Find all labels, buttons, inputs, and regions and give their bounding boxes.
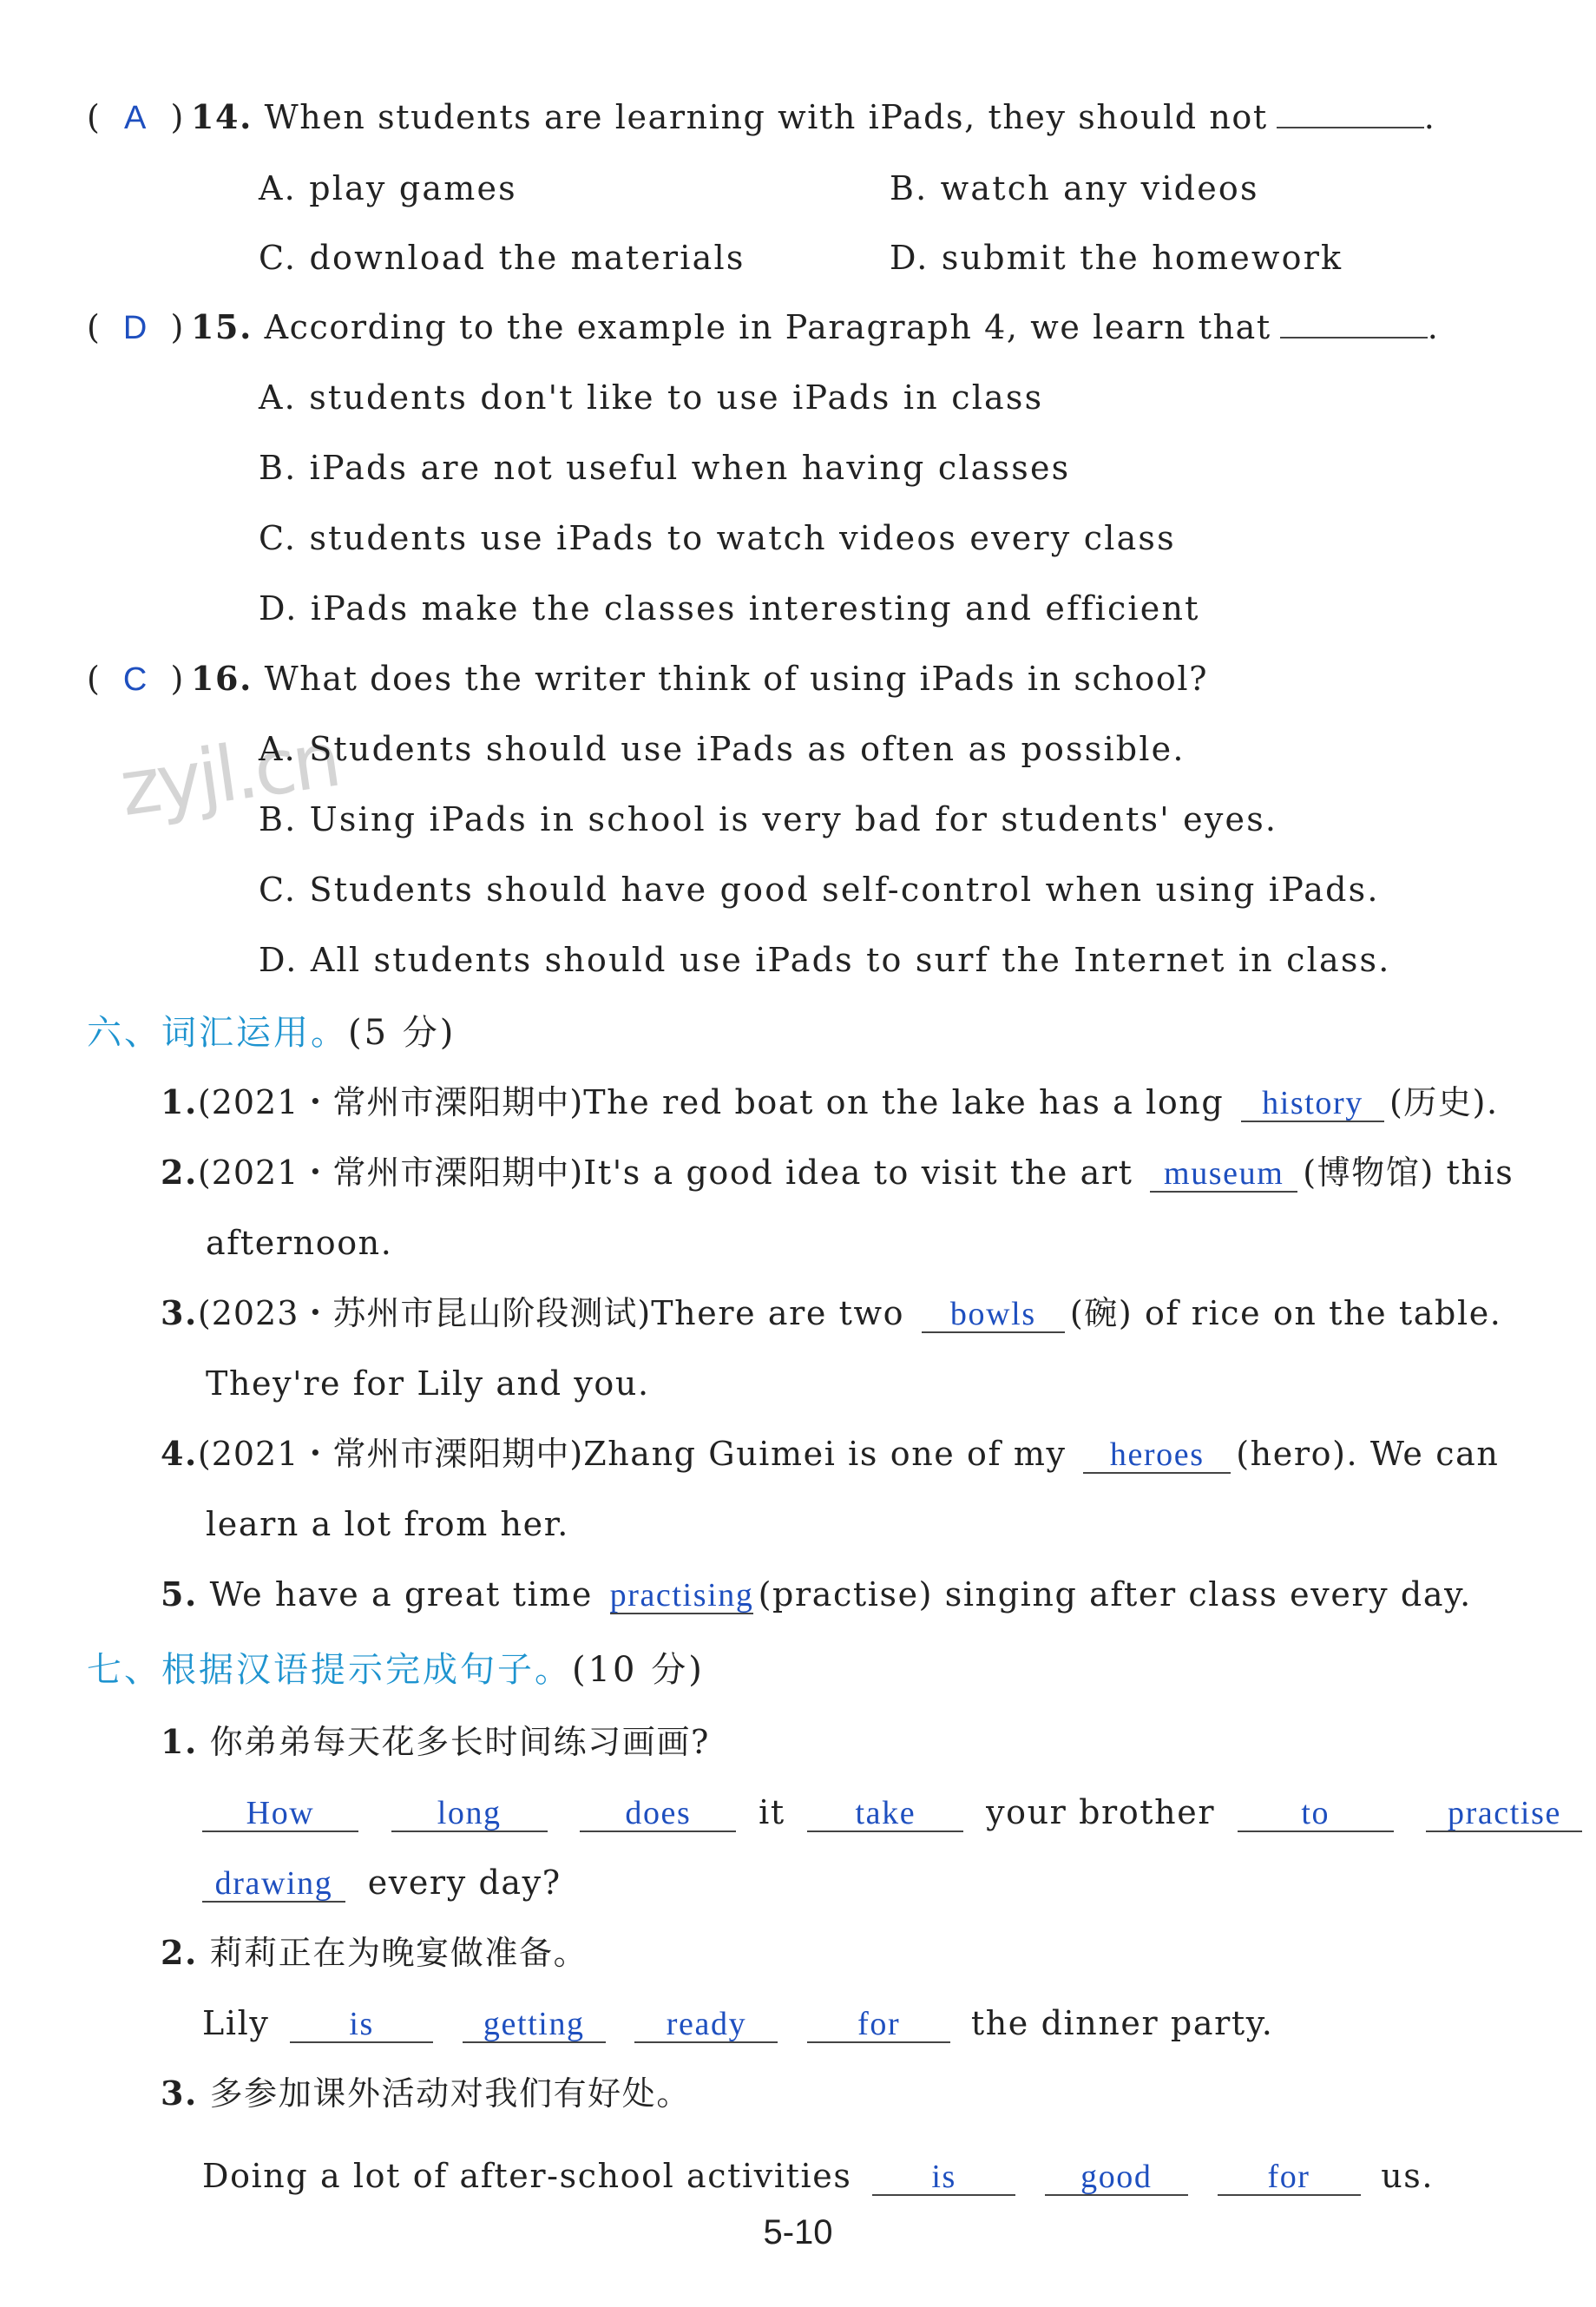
option-c: C. students use iPads to watch videos every class [259,519,1176,557]
answer-blank [1280,306,1428,338]
item-source: (2023・苏州市昆山阶段测试) [197,1294,652,1332]
vocab-item-3 [161,1292,1501,1335]
question-stem: According to the example in Paragraph 4, we learn that [264,308,1271,346]
question-number: 14. [191,97,253,136]
section-7-heading [87,1647,705,1692]
item-text: There are two [651,1294,905,1332]
option-c: C. Students should have good self-control when using iPads. [259,871,1380,909]
item-text: Zhang Guimei is one of my [583,1435,1067,1473]
option-b: B. Using iPads in school is very bad for students' eyes. [259,800,1278,838]
option-a: A. play games [259,169,517,207]
item-number: 3. [161,1293,198,1332]
section-score: (5 分) [348,1013,456,1053]
question-stem: What does the writer think of using iPads in school? [264,660,1209,698]
answer-blank: bowls [922,1297,1065,1333]
sentence-3-english [202,2154,1434,2198]
option-c: C. download the materials [259,239,745,277]
vocab-item-3-cont: They're for Lily and you. [206,1364,650,1403]
item-source: (2021・常州市溧阳期中) [197,1435,584,1473]
item-text: (碗) of rice on the table. [1069,1294,1502,1332]
sentence-2-chinese [161,1931,588,1975]
vocab-item-2-cont: afternoon. [206,1224,393,1262]
answer-paren: ( C ) [87,657,191,701]
question-number: 16. [191,659,253,698]
answer-letter: A [123,100,148,136]
answer-blank: take [807,1796,963,1832]
option-b: B. iPads are not useful when having classes [259,449,1071,487]
sentence-word: Lily [202,2004,270,2042]
sentence-word: us. [1381,2157,1435,2195]
option-d: D. All students should use iPads to surf the Internet in class. [259,941,1391,979]
answer-blank: practise [1426,1796,1582,1832]
item-text: We have a great time [209,1575,593,1614]
chinese-prompt: 莉莉正在为晚宴做准备。 [209,1934,588,1972]
option-a: A. students don't like to use iPads in class [259,378,1044,417]
sentence-word: the dinner party. [970,2004,1274,2042]
item-source: (2021・常州市溧阳期中) [197,1083,584,1121]
item-text: The red boat on the lake has a long [583,1083,1225,1121]
answer-blank: How [202,1796,358,1832]
answer-blank: long [391,1796,548,1832]
answer-blank [1277,95,1424,128]
sentence-1-english [202,1791,1582,1834]
option-a: A. Students should use iPads as often as possible. [259,730,1186,768]
answer-paren: ( A ) [87,95,191,140]
section-title: 六、词汇运用。 [87,1013,348,1053]
sentence-word: it [759,1793,785,1831]
answer-blank: to [1238,1796,1394,1832]
sentence-word: every day? [367,1863,562,1902]
vocab-item-2 [161,1151,1514,1194]
question-16 [87,657,1208,701]
sentence-2-english [202,2001,1273,2045]
vocab-item-5 [161,1573,1472,1616]
section-title: 七、根据汉语提示完成句子。 [87,1650,572,1690]
answer-letter: D [122,310,148,346]
item-number: 4. [161,1434,198,1473]
item-text: (历史). [1389,1083,1499,1121]
item-source: (2021・常州市溧阳期中) [197,1154,584,1192]
section-6-heading [87,1010,456,1055]
item-number: 2. [161,1153,198,1192]
answer-blank: getting [463,2007,606,2043]
option-d: D. submit the homework [890,239,1343,277]
answer-blank: for [1218,2159,1361,2196]
vocab-item-4 [161,1432,1499,1476]
sentence-3-chinese [161,2072,691,2115]
question-15: ( D ) 15. According to the example in Paragraph 4, we learn that . [87,306,1439,350]
vocab-item-4-cont: learn a lot from her. [206,1505,569,1543]
watermark: zyjl.cn [115,714,344,833]
answer-blank: good [1045,2159,1188,2196]
page-number: 5-10 [763,2213,833,2251]
chinese-prompt: 多参加课外活动对我们有好处。 [209,2074,691,2113]
item-text: It's a good idea to visit the art [583,1154,1133,1192]
option-d: D. iPads make the classes interesting and efficient [259,589,1200,628]
item-number: 3. [161,2074,198,2113]
item-number: 2. [161,1933,198,1972]
answer-blank: history [1241,1086,1384,1122]
answer-blank: does [580,1796,736,1832]
vocab-item-1 [161,1081,1499,1124]
item-text: (博物馆) this [1303,1154,1514,1192]
answer-blank: for [807,2007,950,2043]
answer-blank: is [872,2159,1015,2196]
answer-blank: ready [634,2007,778,2043]
answer-blank: heroes [1083,1437,1231,1474]
answer-blank: practising [609,1577,754,1614]
answer-paren: ( D ) [87,306,191,350]
item-number: 1. [161,1722,198,1761]
sentence-word: your brother [986,1793,1216,1831]
answer-blank: is [290,2007,433,2043]
question-14: ( A ) 14. When students are learning with iPads, they should not . [87,95,1435,140]
answer-blank: museum [1150,1156,1297,1193]
sentence-word: Doing a lot of after-school activities [202,2157,852,2195]
chinese-prompt: 你弟弟每天花多长时间练习画画? [209,1723,710,1761]
item-text: (hero). We can [1236,1435,1500,1473]
item-number: 1. [161,1082,198,1121]
sentence-1-chinese [161,1720,710,1764]
question-number: 15. [191,307,253,346]
item-number: 5. [161,1574,198,1614]
option-b: B. watch any videos [890,169,1259,207]
question-stem: When students are learning with iPads, they should not [264,98,1268,136]
answer-letter: C [122,661,148,698]
answer-blank: drawing [202,1866,345,1903]
item-text: (practise) singing after class every day. [758,1575,1472,1614]
section-score: (10 分) [572,1650,705,1690]
sentence-1-english-cont [202,1861,562,1904]
